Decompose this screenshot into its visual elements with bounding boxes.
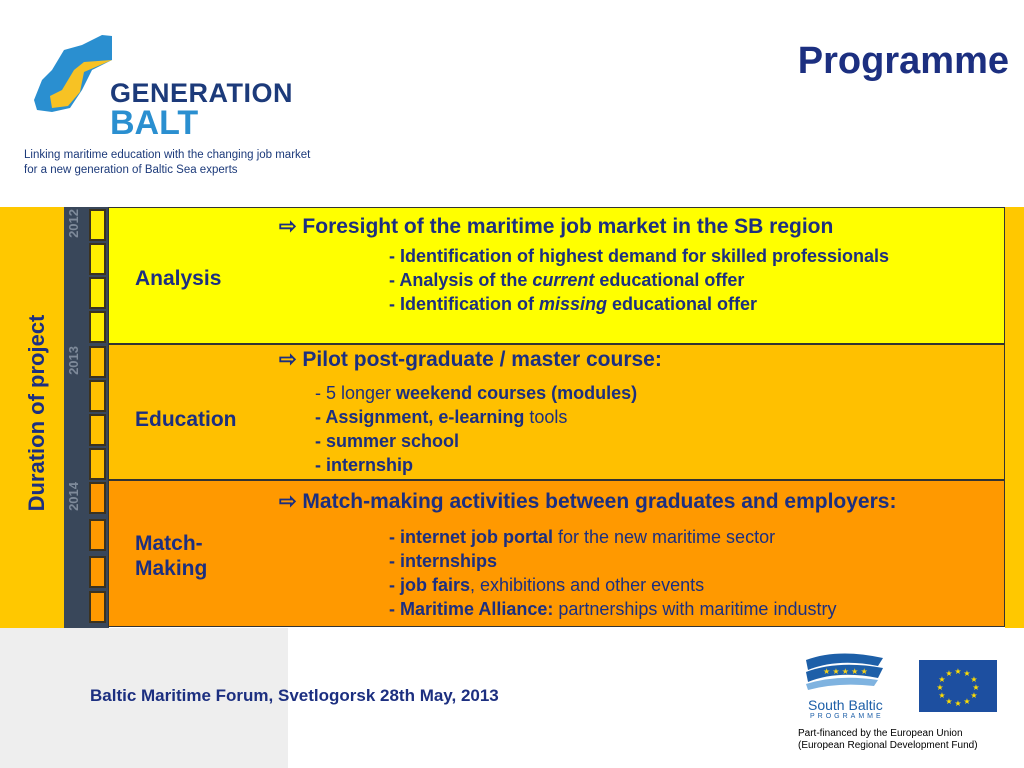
svg-text:★: ★ bbox=[970, 675, 978, 684]
svg-text:★ ★ ★ ★ ★: ★ ★ ★ ★ ★ bbox=[823, 667, 868, 676]
bullet-segment: - 5 longer bbox=[315, 383, 397, 403]
timeline-cell bbox=[89, 277, 106, 309]
footer-event: Baltic Maritime Forum, Svetlogorsk 28th May, 2013 bbox=[90, 686, 499, 705]
bullet-line bbox=[315, 405, 637, 429]
eu-flag-icon bbox=[919, 660, 997, 712]
funding-note bbox=[798, 728, 978, 752]
bullet-line bbox=[389, 549, 836, 573]
timeline-cell bbox=[89, 346, 106, 378]
bullet-segment: educational offer bbox=[607, 294, 758, 314]
bullet-segment: current bbox=[532, 270, 595, 290]
row-label: Match- Making bbox=[135, 532, 208, 580]
svg-text:★: ★ bbox=[938, 691, 946, 700]
year-2013: 2013 bbox=[66, 346, 81, 375]
bullet-line bbox=[389, 597, 836, 621]
svg-text:★: ★ bbox=[936, 683, 944, 692]
svg-text:★: ★ bbox=[970, 691, 978, 700]
programme-row-education bbox=[108, 344, 1005, 480]
timeline-cell bbox=[89, 380, 106, 412]
row-heading: ⇨ Match-making activities between graduates and employers: bbox=[279, 490, 897, 513]
south-baltic-name: South Baltic bbox=[808, 697, 883, 713]
svg-text:★: ★ bbox=[963, 697, 971, 706]
svg-text:★: ★ bbox=[938, 675, 946, 684]
funding-line-1: Part-financed by the European Union bbox=[798, 728, 963, 739]
bullet-line bbox=[389, 244, 889, 268]
row-bullets bbox=[315, 381, 637, 477]
row-heading: ⇨ Pilot post-graduate / master course: bbox=[279, 348, 662, 371]
row-label: Education bbox=[135, 408, 237, 431]
svg-text:★: ★ bbox=[963, 669, 971, 678]
bullet-segment: - summer school bbox=[315, 431, 460, 451]
funding-line-2: (European Regional Development Fund) bbox=[798, 740, 978, 751]
bullet-line bbox=[389, 525, 836, 549]
timeline-cell bbox=[89, 482, 106, 514]
row-heading: ⇨ Foresight of the maritime job market in the SB region bbox=[279, 215, 834, 238]
bullet-segment: - job fairs bbox=[389, 575, 471, 595]
duration-label: Duration of project bbox=[24, 314, 49, 512]
baltic-map-icon bbox=[22, 30, 112, 120]
bullet-segment: educational offer bbox=[594, 270, 745, 290]
bullet-segment: weekend courses (modules) bbox=[396, 383, 638, 403]
bullet-segment: for the new maritime sector bbox=[553, 527, 776, 547]
bullet-segment: tools bbox=[524, 407, 568, 427]
row-label: Analysis bbox=[135, 267, 222, 290]
right-band bbox=[1005, 207, 1024, 628]
bullet-line bbox=[389, 292, 889, 316]
bullet-line bbox=[315, 429, 637, 453]
timeline-cell bbox=[89, 209, 106, 241]
logo-tagline: Linking maritime education with the changing job market for a new generation of Baltic Sea experts bbox=[24, 149, 311, 176]
bullet-segment: missing bbox=[539, 294, 608, 314]
logo-generation: GENERATION bbox=[110, 78, 294, 108]
south-baltic-logo bbox=[798, 652, 888, 718]
bullet-segment: - Maritime Alliance: bbox=[389, 599, 554, 619]
svg-text:★: ★ bbox=[972, 683, 980, 692]
page-title: Programme bbox=[797, 40, 1009, 82]
svg-text:★: ★ bbox=[945, 697, 953, 706]
bullet-segment: - internship bbox=[315, 455, 413, 475]
generation-balt-logo bbox=[22, 30, 311, 180]
bullet-segment: - internships bbox=[389, 551, 498, 571]
bullet-segment: - Analysis of the bbox=[389, 270, 533, 290]
bullet-segment: - Identification of bbox=[389, 294, 539, 314]
timeline-cell bbox=[89, 414, 106, 446]
bullet-line bbox=[315, 453, 637, 477]
bullet-segment: - internet job portal bbox=[389, 527, 553, 547]
bullet-line bbox=[315, 381, 637, 405]
bullet-segment: - Assignment, e-learning bbox=[315, 407, 525, 427]
south-baltic-sub: PROGRAMME bbox=[810, 713, 884, 720]
bullet-line bbox=[389, 573, 836, 597]
svg-text:★: ★ bbox=[945, 669, 953, 678]
logo-balt: BALT bbox=[110, 104, 199, 142]
timeline-cell bbox=[89, 311, 106, 343]
timeline-cell bbox=[89, 243, 106, 275]
row-bullets bbox=[389, 244, 889, 316]
svg-text:★: ★ bbox=[954, 699, 962, 708]
bullet-segment: partnerships with maritime industry bbox=[553, 599, 837, 619]
svg-text:★: ★ bbox=[954, 667, 962, 676]
programme-row-matchmaking bbox=[108, 480, 1005, 627]
timeline-cell bbox=[89, 591, 106, 623]
programme-row-analysis bbox=[108, 207, 1005, 344]
year-2012: 2012 bbox=[66, 209, 81, 238]
south-baltic-flag-icon bbox=[798, 652, 888, 692]
timeline-cell bbox=[89, 448, 106, 480]
year-2014: 2014 bbox=[66, 482, 81, 511]
bullet-segment: - Identification of highest demand for skilled professionals bbox=[389, 246, 890, 266]
timeline-cell bbox=[89, 556, 106, 588]
bullet-line bbox=[389, 268, 889, 292]
row-bullets bbox=[389, 525, 836, 621]
bullet-segment: , exhibitions and other events bbox=[470, 575, 705, 595]
timeline-cell bbox=[89, 519, 106, 551]
